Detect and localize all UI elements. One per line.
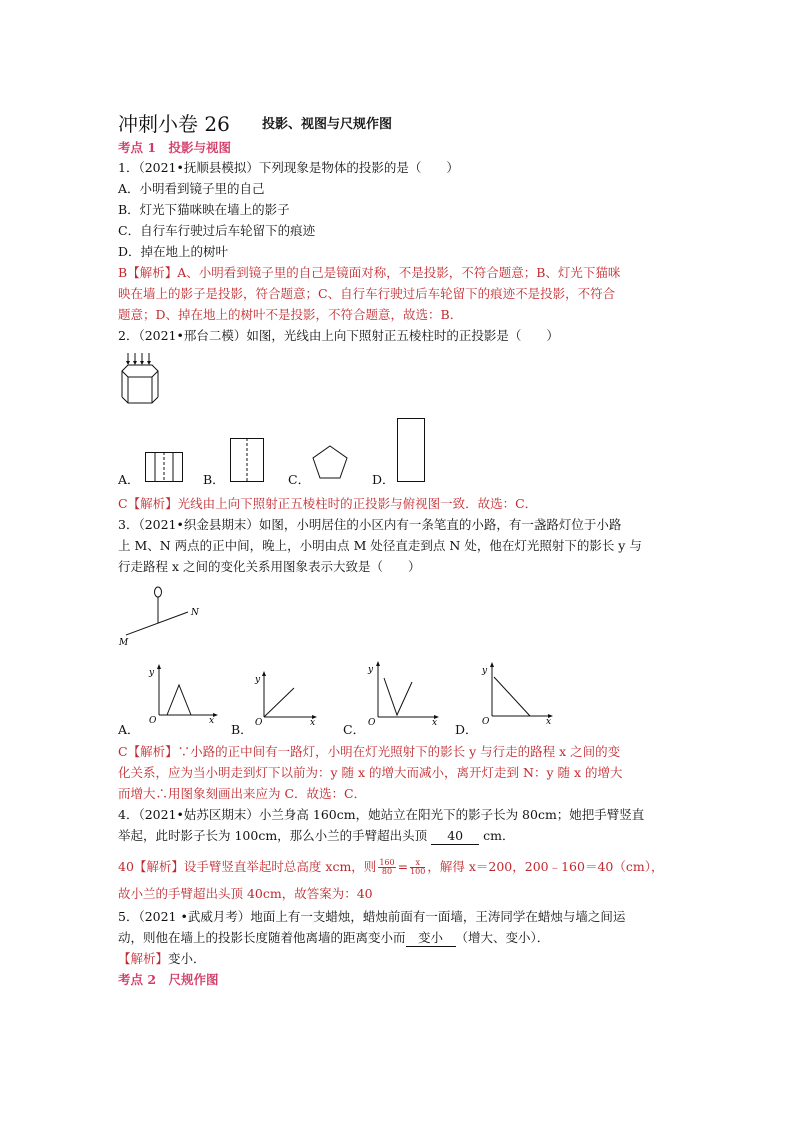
q1-analysis-line3: 题意；D、掉在地上的树叶不是投影，不符合题意，故选：B． [118, 307, 463, 322]
q1-option-a: A．小明看到镜子里的自己 [118, 181, 265, 196]
q1-stem: 1．（2021•抚顺县模拟）下列现象是物体的投影的是（ ） [118, 160, 459, 175]
q2-option-c-figure [312, 445, 348, 479]
section-heading-1: 考点 1 投影与视图 [118, 140, 232, 155]
q2-stem: 2．（2021•邢台二模）如图，光线由上向下照射正五棱柱时的正投影是（ ） [118, 328, 559, 343]
point-m-label: M [119, 638, 129, 648]
q5-answer-blank: 变小 [406, 930, 456, 947]
q2-option-d-label: D． [372, 472, 395, 487]
analysis-tag: 【解析】 [133, 859, 184, 874]
q4-answer-blank: 40 [431, 828, 479, 845]
q1-option-b: B．灯光下猫咪映在墙上的影子 [118, 202, 290, 217]
q2-option-a-label: A． [118, 472, 140, 487]
q4-stem-line2: 举起，此时影子长为 100cm，那么小兰的手臂超出头顶 40 cm． [118, 828, 515, 843]
q3-option-b-label: B． [231, 722, 253, 737]
q2-option-c-label: C． [288, 472, 311, 487]
svg-text:x: x [546, 717, 552, 727]
q3-stem-line2: 上 M、N 两点的正中间，晚上，小明由点 M 处径直走到点 N 处，他在灯光照射下的影长 y 与 [118, 538, 642, 553]
svg-text:O: O [149, 716, 157, 726]
q3-analysis-line1: C【解析】∵小路的正中间有一路灯，小明在灯光照射下的影长 y 与行走的路程 x 之间的变 [118, 744, 621, 759]
q3-stem-line1: 3．（2021•织金县期末）如图，小明居住的小区内有一条笔直的小路，有一盏路灯位于小路 [118, 517, 622, 532]
section-heading-2: 考点 2 尺规作图 [118, 972, 219, 987]
point-n-label: N [191, 608, 199, 618]
q2-analysis: C【解析】光线由上向下照射正五棱柱时的正投影与俯视图一致．故选：C． [118, 496, 538, 511]
q3-option-c-label: C． [343, 722, 366, 737]
svg-text:y: y [482, 666, 488, 676]
q2-option-b-figure [230, 438, 264, 482]
q1-option-d: D．掉在地上的树叶 [118, 244, 229, 259]
svg-text:y: y [368, 665, 374, 675]
svg-text:O: O [368, 718, 376, 728]
q3-option-a-label: A． [118, 722, 140, 737]
svg-text:y: y [255, 675, 261, 685]
q4-stem-line1: 4．（2021•姑苏区期末）小兰身高 160cm，她站立在阳光下的影子长为 80cm；她把手臂竖直 [118, 807, 645, 822]
svg-text:O: O [255, 718, 263, 728]
q1-option-c: C．自行车行驶过后车轮留下的痕迹 [118, 223, 316, 238]
hexagonal-prism-figure [118, 353, 168, 405]
svg-text:O: O [482, 717, 490, 727]
q3-analysis-line3: 而增大∴用图象刻画出来应为 C．故选：C． [118, 786, 367, 801]
q3-option-c-graph [366, 660, 442, 728]
q3-option-d-graph [480, 661, 556, 725]
q3-option-a-graph [147, 663, 219, 726]
q2-option-d-figure [397, 418, 425, 482]
q1-analysis-line1: B【解析】A、小明看到镜子里的自己是镜面对称，不是投影，不符合题意；B、灯光下猫咪 [118, 265, 621, 280]
q2-option-b-label: B． [203, 472, 225, 487]
q3-option-d-label: D． [455, 722, 478, 737]
page-title: 冲刺小卷 26 [118, 112, 230, 136]
q1-answer: B [118, 265, 128, 280]
analysis-tag: 【解析】 [118, 951, 169, 966]
q4-answer: 40 [118, 859, 134, 874]
page-subtitle: 投影、视图与尺规作图 [262, 117, 393, 132]
q1-analysis-line2: 映在墙上的影子是投影，符合题意；C、自行车行驶过后车轮留下的痕迹不是投影，不符合 [118, 286, 616, 301]
q2-option-a-figure [145, 452, 183, 482]
q5-stem-line2: 动，则他在墙上的投影长度随着他离墙的距离变小而 变小 （增大、变小）． [118, 930, 550, 945]
fraction-160-80: $\frac{160}{80}$ [379, 858, 395, 876]
q3-option-b-graph [254, 670, 320, 728]
analysis-tag: 【解析】 [127, 496, 178, 511]
svg-text:x: x [310, 718, 316, 728]
svg-text:x: x [432, 718, 438, 728]
q2-answer: C [118, 496, 128, 511]
analysis-tag: 【解析】 [127, 744, 178, 759]
svg-text:y: y [149, 668, 155, 678]
q5-stem-line1: 5．（2021 •武威月考）地面上有一支蜡烛，蜡烛前面有一面墙，王涛同学在蜡烛与墙之间运 [118, 909, 626, 924]
q3-stem-line3: 行走路程 x 之间的变化关系用图象表示大致是（ ） [118, 559, 421, 574]
svg-text:x: x [209, 716, 215, 726]
q3-answer: C [118, 744, 128, 759]
fraction-x-100: $\frac{x}{100}$ [410, 858, 426, 876]
q5-analysis: 【解析】变小． [118, 951, 206, 966]
q4-analysis-line2: 故小兰的手臂超出头顶 40cm，故答案为：40 [118, 886, 373, 901]
analysis-tag: 【解析】 [127, 265, 178, 280]
streetlamp-figure [118, 585, 208, 647]
q4-analysis-line1: 40【解析】设手臂竖直举起时总高度 xcm，则 $\frac{160}{80}$ = $\frac{x}{100}$ ，解得 x＝200，200﹣160＝40（cm）， [118, 858, 664, 876]
q3-analysis-line2: 化关系，应为当小明走到灯下以前为：y 随 x 的增大而减小，离开灯走到 N：y 随 x 的增大 [118, 765, 623, 780]
